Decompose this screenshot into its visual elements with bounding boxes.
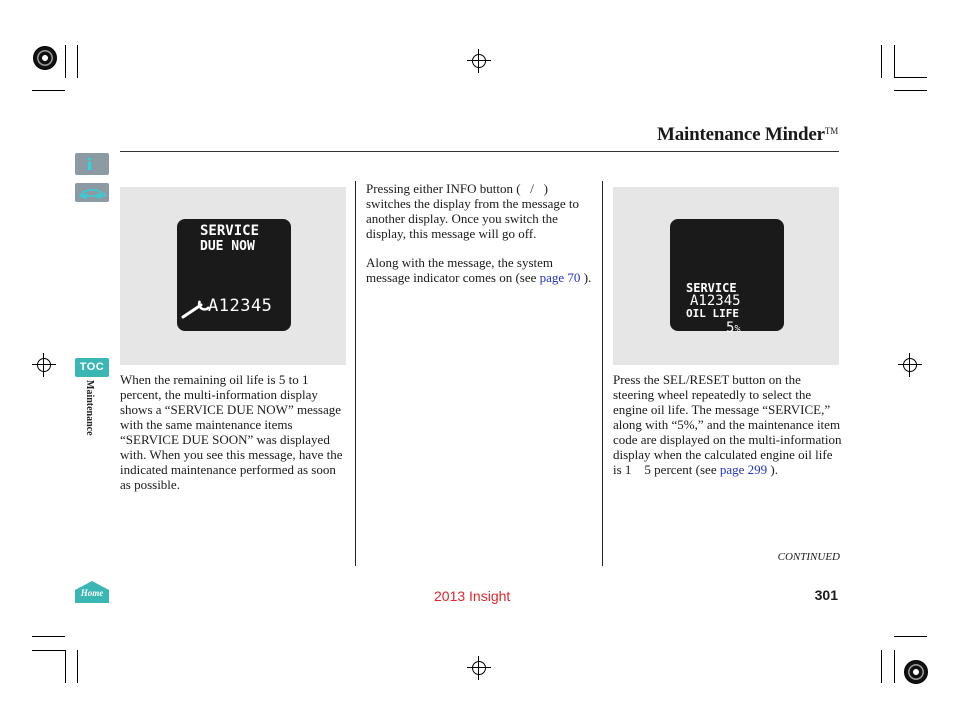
service-due-now-paragraph: When the remaining oil life is 5 to 1 percent, the multi-information display shows a “SERVICE DUE NOW” message with the same maintenance items “SERVICE DUE SOON” was displayed with. When you see this message, have the indicated maintenance performed as soon as possible. bbox=[120, 372, 343, 492]
trademark-mark: TM bbox=[824, 126, 838, 136]
wrench-icon bbox=[179, 299, 211, 321]
crop-mark bbox=[65, 650, 66, 683]
continued-label: CONTINUED bbox=[777, 551, 840, 563]
info-button[interactable] bbox=[75, 153, 109, 175]
column-divider bbox=[355, 181, 356, 566]
display-oil-life-percent: 5% bbox=[726, 320, 741, 336]
car-icon bbox=[75, 183, 109, 202]
vehicle-button[interactable] bbox=[75, 183, 109, 202]
display-service-text: SERVICE bbox=[686, 281, 737, 295]
left-column-text bbox=[120, 372, 346, 492]
middle-column-text bbox=[366, 181, 594, 285]
crop-mark bbox=[77, 45, 78, 78]
page-299-link[interactable]: page 299 bbox=[719, 462, 768, 477]
crop-mark bbox=[881, 650, 882, 683]
page-70-link[interactable]: page 70 bbox=[539, 270, 581, 285]
page-number: 301 bbox=[814, 587, 838, 603]
display-due-now-text: DUE NOW bbox=[200, 239, 255, 254]
crop-mark bbox=[77, 650, 78, 683]
crop-mark bbox=[32, 650, 65, 651]
header-rule bbox=[120, 151, 839, 152]
crop-mark bbox=[894, 636, 927, 637]
info-icon: i bbox=[87, 154, 93, 174]
crop-mark bbox=[894, 650, 895, 683]
crop-mark bbox=[894, 90, 927, 91]
column-divider bbox=[602, 181, 603, 566]
crop-mark bbox=[32, 636, 65, 637]
registration-target bbox=[467, 656, 491, 680]
display-maintenance-code: A12345 bbox=[690, 293, 741, 309]
right-column-text bbox=[613, 372, 843, 477]
multi-information-display bbox=[177, 219, 291, 331]
display-service-text: SERVICE bbox=[200, 223, 260, 239]
home-button[interactable] bbox=[74, 580, 110, 604]
section-tab-label: Maintenance bbox=[84, 380, 95, 436]
crop-mark bbox=[894, 77, 927, 78]
crop-mark bbox=[65, 45, 66, 78]
multi-information-display bbox=[670, 219, 784, 336]
display-maintenance-code: A12345 bbox=[208, 296, 273, 316]
registration-target bbox=[32, 353, 56, 377]
oil-life-paragraph: Press the SEL/RESET button on the steering wheel repeatedly to select the engine oil life. The message “SERVICE,” along with “5%,” and the maintenance item code are displayed on the multi-information display when the calculated engine oil life is 1 5 percent (see page 299 ). bbox=[613, 372, 842, 477]
crop-mark bbox=[894, 45, 895, 78]
registration-rosette bbox=[904, 660, 928, 684]
crop-mark bbox=[32, 90, 65, 91]
page-title: Maintenance Minder™ bbox=[656, 124, 838, 145]
toc-button[interactable]: TOC bbox=[75, 358, 109, 377]
home-label: Home bbox=[80, 588, 104, 598]
registration-target bbox=[467, 49, 491, 73]
message-indicator-paragraph: Along with the message, the system message indicator comes on (see page 70 ). bbox=[366, 255, 592, 285]
info-button-paragraph: Pressing either INFO button ( / ) switches the display from the message to another display. Once you switch the display, this message will go off. bbox=[366, 181, 580, 241]
model-name: 2013 Insight bbox=[434, 588, 511, 604]
registration-target bbox=[898, 353, 922, 377]
display-oil-life-text: OIL LIFE bbox=[686, 307, 739, 320]
oil-life-figure bbox=[613, 187, 839, 365]
crop-mark bbox=[881, 45, 882, 78]
service-due-now-figure bbox=[120, 187, 346, 365]
registration-rosette bbox=[33, 46, 57, 70]
